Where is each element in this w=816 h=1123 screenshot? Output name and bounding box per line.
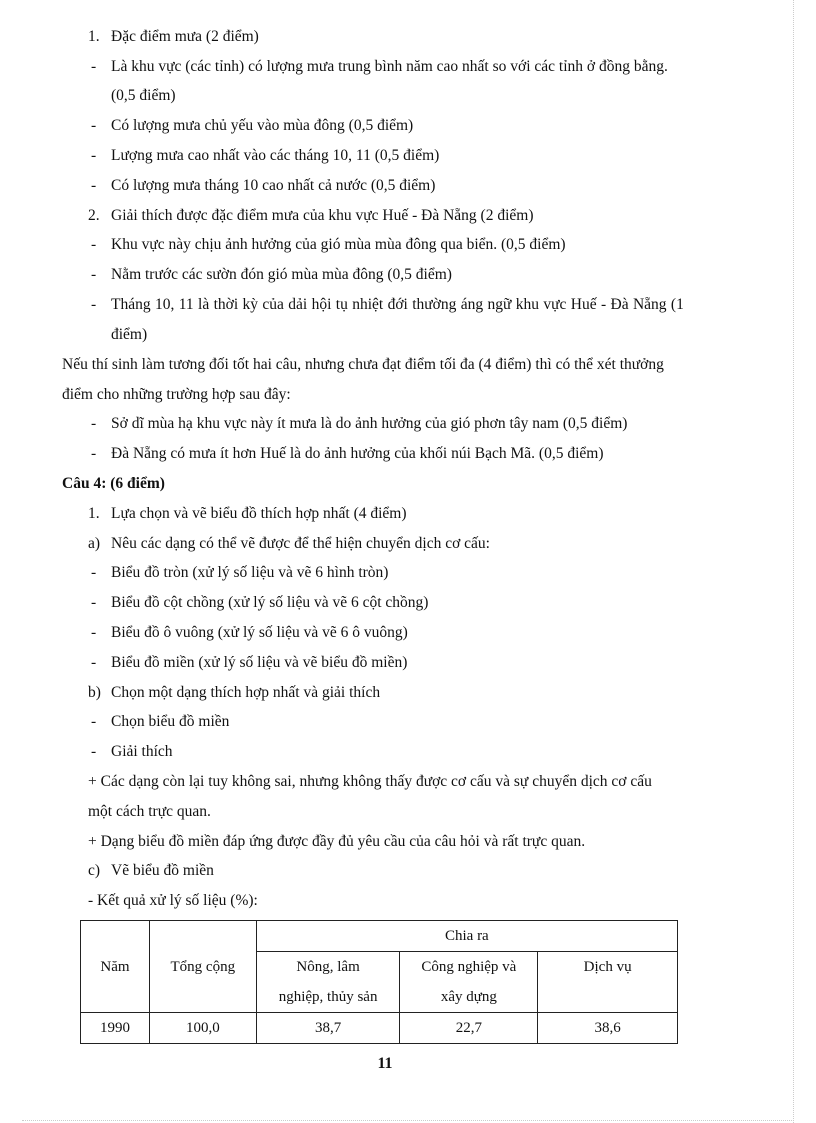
paragraph-line: + Các dạng còn lại tuy không sai, nhưng không thấy được cơ cấu và sự chuyển dịch cơ cấu (88, 773, 652, 790)
header-agriculture-line1: Nông, lâm (296, 959, 360, 975)
cell-year: 1990 (81, 1013, 150, 1044)
list-item: Là khu vực (các tỉnh) có lượng mưa trung bình năm cao nhất so với các tỉnh ở đồng bằng. (111, 58, 668, 75)
list-bullet: - (91, 296, 97, 313)
cell-total: 100,0 (149, 1013, 256, 1044)
cell-services: 38,6 (538, 1013, 678, 1044)
paragraph-line: điểm cho những trường hợp sau đây: (62, 386, 291, 403)
list-item: Có lượng mưa chủ yếu vào mùa đông (0,5 điểm) (111, 117, 414, 134)
list-bullet: - (91, 564, 97, 581)
list-bullet: - (91, 743, 97, 760)
cell-agriculture: 38,7 (256, 1013, 400, 1044)
table-row (81, 1013, 678, 1044)
header-industry (400, 952, 538, 1013)
header-industry-line2: xây dựng (440, 989, 497, 1005)
list-item: Tháng 10, 11 là thời kỳ của dải hội tụ nhiệt đới thường áng ngữ khu vực Huế - Đà Nẵng (1 (111, 296, 684, 313)
header-agriculture-line2: nghiệp, thủy sản (278, 989, 378, 1005)
table-header-row (81, 921, 678, 952)
list-item: Vẽ biểu đồ miền (111, 862, 214, 879)
paragraph-line: một cách trực quan. (88, 803, 211, 820)
list-item: Giải thích được đặc điểm mưa của khu vực Huế - Đà Nẵng (2 điểm) (111, 207, 534, 224)
list-item: Sở dĩ mùa hạ khu vực này ít mưa là do ảnh hưởng của gió phơn tây nam (0,5 điểm) (111, 415, 628, 432)
list-item: Nằm trước các sườn đón gió mùa mùa đông (0,5 điểm) (111, 266, 452, 283)
list-item-continued: (0,5 điểm) (111, 87, 176, 104)
list-item: Chọn một dạng thích hợp nhất và giải thích (111, 684, 381, 701)
list-item: Khu vực này chịu ảnh hưởng của gió mùa mùa đông qua biển. (0,5 điểm) (111, 236, 566, 253)
list-item: Giải thích (111, 743, 173, 760)
page-edge-right (793, 0, 794, 1123)
list-item: Đà Nẵng có mưa ít hơn Huế là do ảnh hưởng của khối núi Bạch Mã. (0,5 điểm) (111, 445, 604, 462)
page-number: 11 (377, 1055, 393, 1072)
list-bullet: - (91, 236, 97, 253)
data-table (80, 920, 678, 1044)
list-item: Biểu đồ ô vuông (xử lý số liệu và vẽ 6 ô vuông) (111, 624, 408, 641)
header-total: Tổng cộng (149, 921, 256, 1013)
page-edge-bottom (22, 1120, 792, 1121)
list-bullet: - (91, 117, 97, 134)
list-item: Biểu đồ miền (xử lý số liệu và vẽ biểu đồ miền) (111, 654, 408, 671)
list-item: Chọn biểu đồ miền (111, 713, 230, 730)
list-bullet: - (91, 415, 97, 432)
list-number: 1. (88, 28, 100, 45)
list-number: 2. (88, 207, 100, 224)
list-bullet: - (91, 147, 97, 164)
list-item: Có lượng mưa tháng 10 cao nhất cả nước (0,5 điểm) (111, 177, 436, 194)
list-item: Biểu đồ cột chồng (xử lý số liệu và vẽ 6 cột chồng) (111, 594, 429, 611)
list-letter: b) (88, 684, 101, 701)
list-item-continued: điểm) (111, 326, 148, 343)
header-year: Năm (81, 921, 150, 1013)
cell-industry: 22,7 (400, 1013, 538, 1044)
header-services: Dịch vụ (538, 952, 678, 1013)
list-bullet: - (91, 594, 97, 611)
list-bullet: - (91, 713, 97, 730)
list-bullet: - (91, 177, 97, 194)
paragraph-line: + Dạng biểu đồ miền đáp ứng được đầy đủ yêu cầu của câu hỏi và rất trực quan. (88, 833, 586, 850)
list-bullet: - (91, 445, 97, 462)
list-bullet: - (91, 624, 97, 641)
paragraph-line: - Kết quả xử lý số liệu (%): (88, 892, 258, 909)
list-letter: a) (88, 535, 101, 552)
list-bullet: - (91, 654, 97, 671)
list-bullet: - (91, 266, 97, 283)
list-bullet: - (91, 58, 97, 75)
list-item: Nêu các dạng có thể vẽ được để thể hiện chuyển dịch cơ cấu: (111, 535, 490, 552)
list-number: 1. (88, 505, 100, 522)
header-agriculture (256, 952, 400, 1013)
list-item: Biểu đồ tròn (xử lý số liệu và vẽ 6 hình tròn) (111, 564, 389, 581)
list-letter: c) (88, 862, 101, 879)
header-industry-line1: Công nghiệp và (421, 959, 517, 975)
list-item: Lựa chọn và vẽ biểu đồ thích hợp nhất (4 điểm) (111, 505, 407, 522)
paragraph-line: Nếu thí sinh làm tương đối tốt hai câu, nhưng chưa đạt điểm tối đa (4 điểm) thì có thể xét thưởng (62, 356, 664, 373)
header-group: Chia ra (256, 921, 677, 952)
list-item: Lượng mưa cao nhất vào các tháng 10, 11 (0,5 điểm) (111, 147, 440, 164)
list-item: Đặc điểm mưa (2 điểm) (111, 28, 259, 45)
section-heading: Câu 4: (6 điểm) (62, 475, 165, 492)
